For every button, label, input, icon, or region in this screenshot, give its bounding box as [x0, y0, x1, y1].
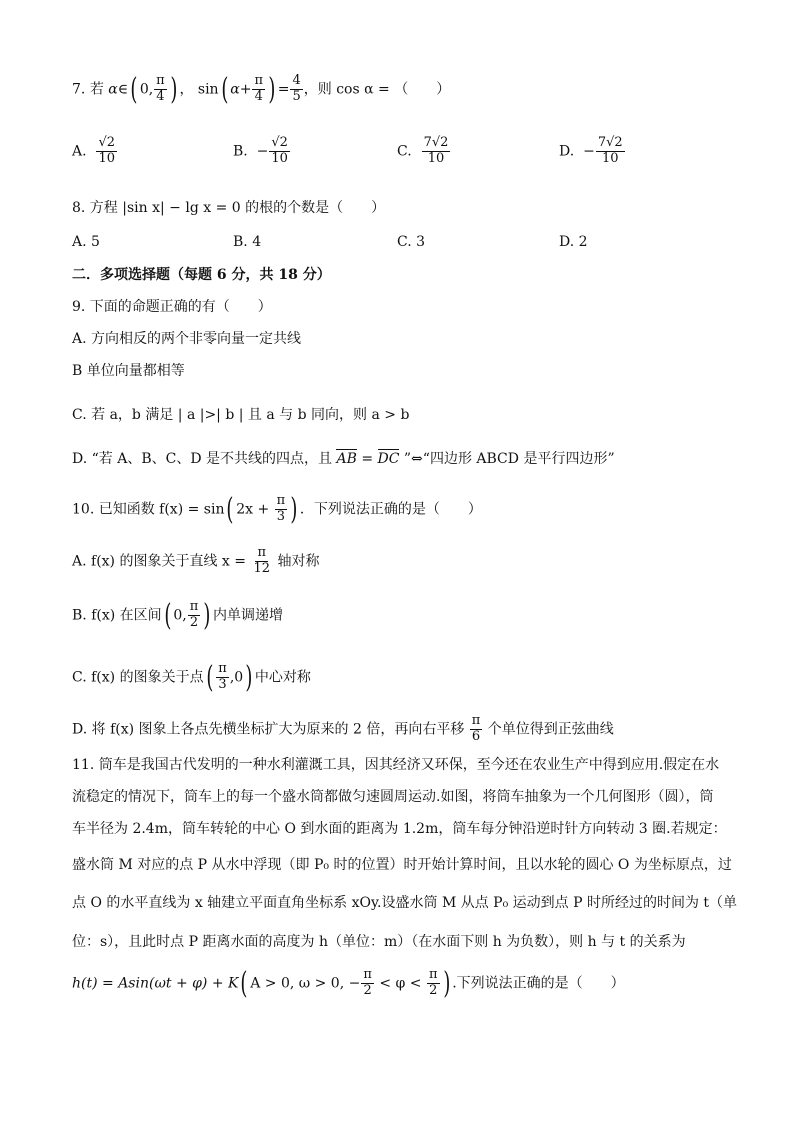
frac-num: [596, 136, 625, 152]
frac-num: π: [218, 661, 227, 677]
q9-d-tail: ”⇔“四边形 ABCD 是平行四边形”: [399, 451, 615, 467]
q11-formula: h(t) = Asin(ωt + φ) + K: [72, 975, 239, 992]
frac-num: π: [257, 545, 266, 560]
coef: 7: [597, 135, 607, 150]
paren-left: (: [240, 966, 248, 1001]
frac-den: 10: [601, 150, 619, 166]
q10-option-d: [72, 714, 754, 745]
q10-d-tail: 个单位得到正弦曲线: [483, 721, 614, 738]
q7-options: [72, 136, 732, 180]
frac-num: π: [276, 493, 286, 509]
frac-num: π: [363, 967, 372, 983]
q7-frac-pi4: [154, 74, 167, 105]
q8-option-b: B. 4: [233, 234, 262, 250]
q11-line-5: 点 O 的水平直线为 x 轴建立平面直角坐标系 xOy.设盛水筒 M 从点 P₀ 运动到点 P 时所经过的时间为 t（单: [72, 895, 738, 911]
q10-c-inner: ,0: [229, 669, 244, 686]
sqrt-text: √2: [431, 135, 449, 150]
frac-den: 2: [189, 615, 199, 630]
paren-right: ): [442, 966, 450, 1001]
q8-option-c: C. 3: [397, 234, 426, 250]
q8-option-a: A. 5: [72, 234, 100, 250]
q7-option-d: [559, 136, 626, 167]
q7-option-b: [233, 136, 291, 167]
q7-alpha-plus: α+: [230, 81, 252, 98]
paren-left: (: [130, 72, 138, 107]
frac-den: 6: [471, 728, 481, 744]
q7-text: 若: [89, 81, 104, 98]
q7-frac-45: [290, 74, 302, 105]
option-sign: −: [256, 143, 269, 160]
q11-line-1: 11. 筒车是我国古代发明的一种水利灌溉工具，因其经济又环保，至今还在农业生产中得到应用.假定在水: [72, 757, 720, 773]
q7-tail: ，则 cos α = （ ）: [303, 81, 451, 98]
frac-num: [269, 136, 290, 152]
option-frac: [269, 136, 290, 167]
paren-left: (: [163, 598, 172, 633]
q9-d-eq: =: [356, 451, 378, 467]
question-7-stem: 7. 若 α∈( 0, $\frac{\pi}{4}$ ) ， sin( α+ $\frac{\pi}{4}$ ) = $\frac{4}{5}$ ，则 cos α = （ ）: [72, 72, 451, 107]
coef: 7: [423, 135, 432, 150]
q10-text: 10. 已知函数 f(x) = sin: [72, 501, 225, 518]
paren-right: ): [203, 598, 211, 633]
option-label: B.: [233, 143, 248, 160]
frac-num: π: [428, 967, 438, 983]
q7-option-c: [397, 136, 451, 167]
option-frac: [596, 136, 625, 167]
q7-frac-pi4b: [252, 74, 265, 105]
q9-d-text: D. “若 A、B、C、D 是不共线的四点，且: [72, 451, 337, 467]
option-label: C.: [397, 143, 412, 160]
q11-line-4: 盛水筒 M 对应的点 P 从水中浮现（即 P₀ 时的位置）时开始计算时间，且以水轮的圆心 O 为坐标原点，过: [72, 857, 732, 873]
q11-line-2: 流稳定的情况下，筒车上的每一个盛水筒都做匀速圆周运动.如图，将筒车抽象为一个几何图形（圆），筒: [72, 789, 714, 805]
q10-inner: 2x +: [236, 501, 274, 518]
q10-b-inner: 0,: [173, 607, 187, 624]
vector-dc: DC: [377, 451, 400, 467]
q11-frac-a: [361, 968, 374, 999]
q10-b-frac: [188, 600, 201, 631]
q10-b-text: B. f(x) 在区间: [72, 607, 162, 624]
q7-eq: =: [277, 81, 290, 98]
q11-mid: < φ <: [374, 975, 426, 992]
q10-frac-pi3: [275, 494, 288, 525]
frac-den: 2: [363, 983, 372, 998]
paren-right: ): [290, 492, 298, 527]
option-frac: [422, 136, 451, 167]
q10-c-frac: [216, 662, 229, 693]
sqrt-text: √2: [98, 135, 116, 150]
frac-num: [96, 136, 117, 152]
frac-den: 4: [254, 89, 263, 104]
q10-c-text: C. f(x) 的图象关于点: [72, 669, 204, 686]
q10-a-tail: 轴对称: [273, 553, 320, 570]
q11-line-3: 车半径为 2.4m，筒车转轮的中心 O 到水面的距离为 1.2m，筒车每分钟沿逆时针方向转动 3 圈.若规定：: [72, 821, 727, 837]
paren-right: ): [268, 72, 276, 107]
q9-option-c: C. 若 a，b 满足 | a |>| b | 且 a 与 b 同向，则 a > b: [72, 407, 410, 423]
q10-b-tail: 内单调递增: [212, 607, 283, 624]
vector-ab: AB: [336, 451, 357, 467]
frac-den: 10: [271, 150, 288, 166]
q7-option-a: [72, 136, 118, 167]
frac-num: π: [189, 599, 199, 615]
q10-option-c: [72, 660, 754, 695]
q10-tail: ．下列说法正确的是（ ）: [299, 501, 482, 518]
frac-den: 12: [253, 560, 270, 576]
frac-den: 10: [427, 150, 445, 166]
frac-num: 4: [292, 73, 301, 89]
q10-a-text: A. f(x) 的图象关于直线 x =: [72, 553, 251, 570]
option-frac: [96, 136, 117, 167]
q11-line-7: [72, 966, 754, 1001]
q9-option-a: A. 方向相反的两个非零向量一定共线: [72, 331, 302, 347]
q10-a-frac: [251, 546, 272, 577]
question-8-stem: 8. 方程 |sin x| − lg x = 0 的根的个数是（ ）: [72, 200, 386, 216]
q7-alpha: α∈: [108, 81, 129, 98]
option-label: A.: [72, 143, 87, 160]
frac-den: 3: [218, 677, 227, 692]
frac-num: [422, 136, 451, 152]
q11-tail: .下列说法正确的是（ ）: [452, 975, 625, 992]
option-sign: −: [583, 143, 595, 160]
q9-option-d: [72, 448, 754, 468]
paren-left: (: [220, 72, 228, 107]
sqrt-text: √2: [271, 135, 288, 150]
q7-interval: 0,: [139, 81, 154, 98]
q10-d-frac: [470, 714, 483, 745]
frac-num: π: [471, 713, 481, 728]
sqrt-text: √2: [606, 135, 623, 150]
q8-option-d: D. 2: [559, 234, 588, 250]
q11-inner: A > 0, ω > 0, −: [250, 975, 361, 992]
paren-right: ): [245, 660, 253, 695]
q10-option-a: [72, 546, 754, 577]
q10-d-text: D. 将 f(x) 图象上各点先横坐标扩大为原来的 2 倍，再向右平移: [72, 721, 469, 738]
paren-left: (: [205, 660, 213, 695]
frac-den: 4: [156, 89, 165, 104]
frac-den: 2: [429, 983, 438, 998]
q10-c-tail: 中心对称: [254, 669, 311, 686]
q7-sin: sin: [197, 81, 219, 98]
frac-den: 5: [292, 89, 301, 104]
question-9-stem: 9. 下面的命题正确的有（ ）: [72, 299, 272, 315]
frac-den: 10: [98, 150, 116, 166]
frac-num: π: [254, 73, 264, 89]
q11-line-6: 位：s），且此时点 P 距离水面的高度为 h（单位：m）（在水面下则 h 为负数），则 h 与 t 的关系为: [72, 934, 686, 950]
q7-number: 7.: [72, 81, 86, 98]
frac-den: 3: [276, 509, 286, 524]
q11-frac-b: [427, 968, 440, 999]
paren-right: ): [170, 72, 178, 107]
q10-option-b: [72, 598, 754, 633]
q9-option-b: B 单位向量都相等: [72, 363, 185, 379]
section-heading: 二．多项选择题（每题 6 分，共 18 分）: [72, 267, 331, 283]
option-label: D.: [559, 143, 575, 160]
frac-num: π: [156, 73, 165, 89]
q8-options: [72, 234, 732, 254]
question-10-stem: [72, 492, 754, 527]
paren-left: (: [226, 492, 234, 527]
